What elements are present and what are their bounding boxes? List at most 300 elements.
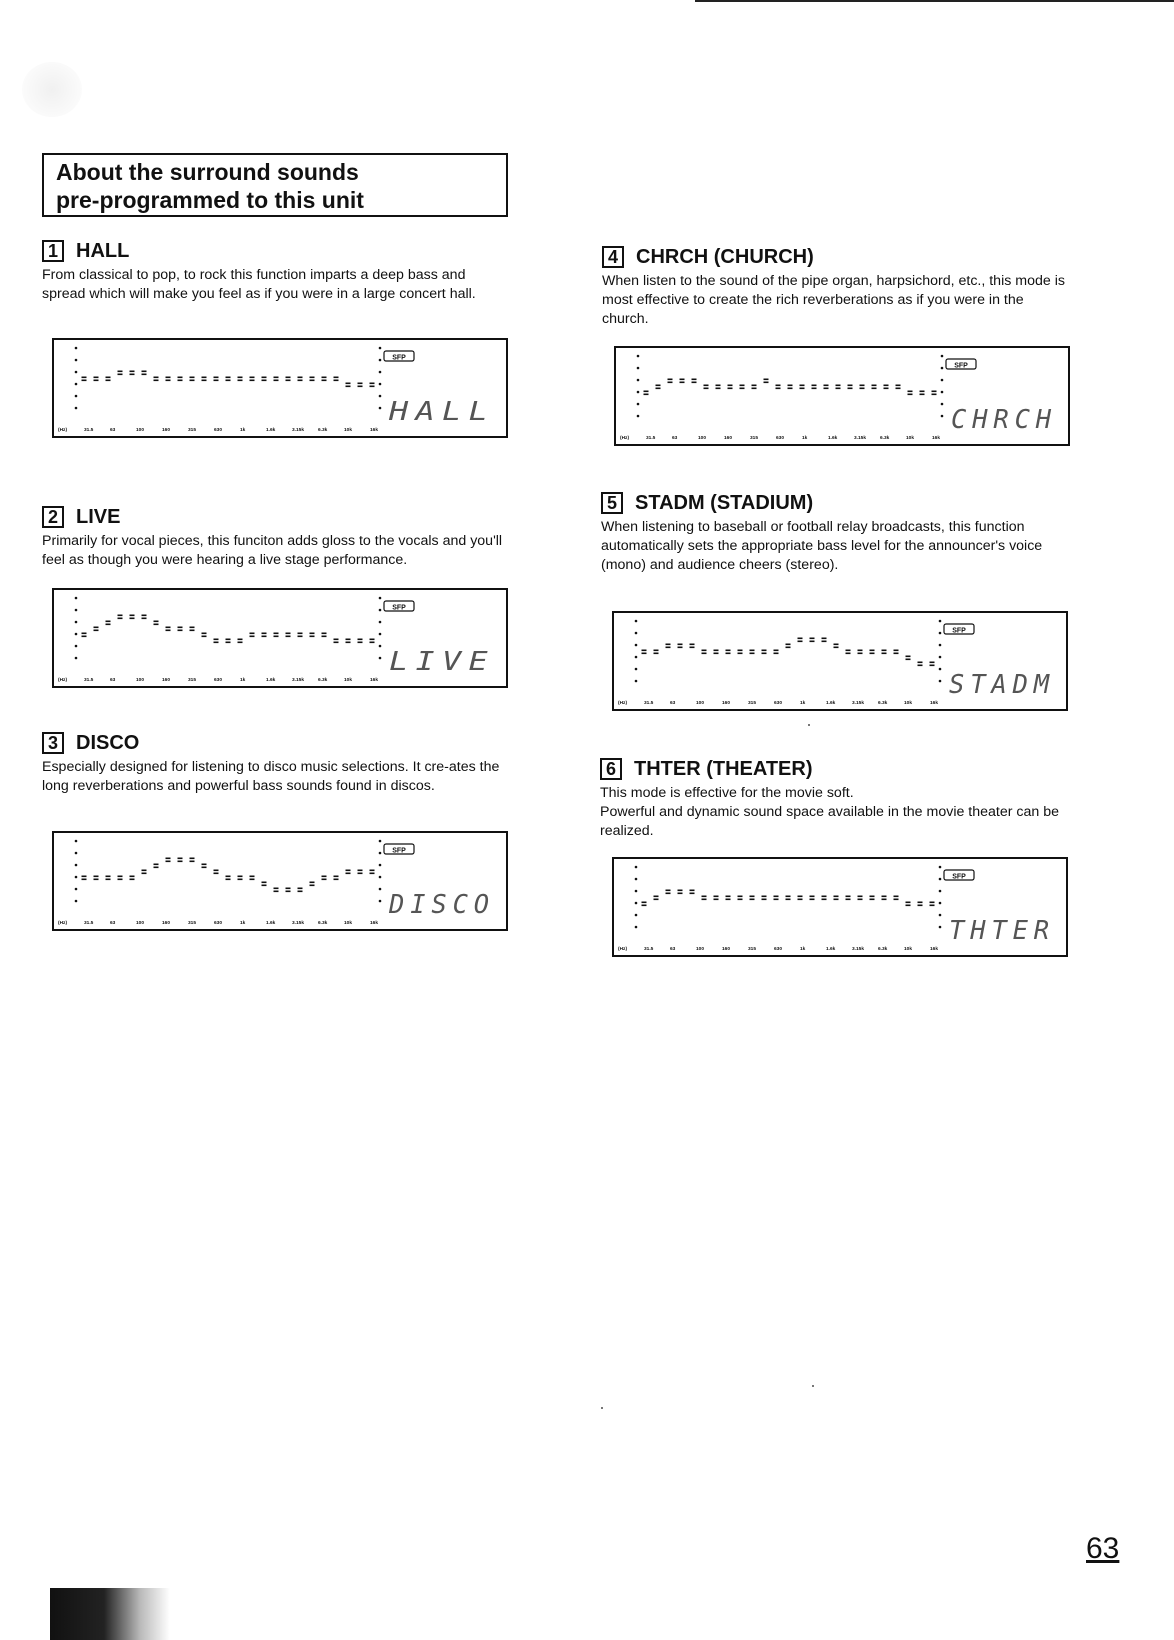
freq-label: 10k [344, 921, 353, 926]
eq-segment [714, 650, 719, 652]
eq-segment [786, 899, 791, 901]
sfp-badge-label: SFP [392, 354, 406, 362]
eq-segment [310, 377, 315, 379]
eq-segment [726, 653, 731, 655]
eq-segment [370, 386, 375, 388]
eq-segment [834, 647, 839, 649]
eq-segment [202, 864, 207, 866]
freq-label: 1k [240, 428, 246, 433]
eq-segment [142, 374, 147, 376]
eq-segment [798, 896, 803, 898]
eq-segment [848, 385, 853, 387]
rail-dot [635, 668, 638, 671]
eq-segment [788, 385, 793, 387]
eq-segment [106, 621, 111, 623]
eq-segment [654, 896, 659, 898]
freq-label: 3.15k [854, 436, 867, 441]
eq-segment [812, 385, 817, 387]
sfp-badge-label: SFP [952, 873, 966, 881]
eq-segment [810, 641, 815, 643]
section-number: 1 [42, 240, 64, 262]
eq-segment [762, 653, 767, 655]
rail-dot [635, 620, 638, 623]
eq-segment [166, 377, 171, 379]
eq-segment [810, 638, 815, 640]
eq-segment [130, 879, 135, 881]
paragraph: Primarily for vocal pieces, this funciton adds gloss to the vocals and you'll feel as though you were hearing a live stage performance. [42, 533, 503, 568]
eq-segment [690, 647, 695, 649]
eq-segment [774, 650, 779, 652]
eq-segment [238, 876, 243, 878]
rail-dot [941, 355, 944, 358]
freq-label: 1.6k [266, 678, 276, 683]
eq-segment [358, 870, 363, 872]
eq-segment [798, 638, 803, 640]
eq-segment [310, 380, 315, 382]
rail-dot [379, 359, 382, 362]
freq-label: 6.3k [880, 436, 890, 441]
rail-dot [75, 864, 78, 867]
eq-segment [752, 388, 757, 390]
rail-dot [75, 359, 78, 362]
section-number: 6 [600, 758, 622, 780]
freq-label: 160 [162, 921, 171, 926]
eq-segment [214, 380, 219, 382]
eq-segment [704, 385, 709, 387]
rail-dot [941, 391, 944, 394]
eq-segment [274, 888, 279, 890]
eq-segment [738, 899, 743, 901]
eq-segment [894, 653, 899, 655]
eq-segment [750, 896, 755, 898]
rail-dot [75, 876, 78, 879]
eq-segment [836, 385, 841, 387]
eq-segment [702, 899, 707, 901]
eq-segment [358, 386, 363, 388]
eq-segment [836, 388, 841, 390]
eq-segment [82, 636, 87, 638]
freq-label: 16k [930, 701, 939, 706]
eq-segment [262, 885, 267, 887]
freq-label: (Hz) [620, 436, 630, 441]
eq-segment [178, 377, 183, 379]
freq-label: 3.15k [852, 701, 865, 706]
eq-segment [896, 385, 901, 387]
rail-dot [75, 657, 78, 660]
eq-segment [870, 650, 875, 652]
freq-label: 10k [344, 428, 353, 433]
section-number: 5 [601, 492, 623, 514]
eq-segment [822, 638, 827, 640]
eq-segment [214, 639, 219, 641]
rail-dot [75, 645, 78, 648]
eq-segment [286, 380, 291, 382]
eq-segment [930, 662, 935, 664]
freq-label: 100 [136, 428, 145, 433]
eq-segment [932, 391, 937, 393]
eq-segment [656, 385, 661, 387]
freq-label: 3.15k [292, 921, 305, 926]
eq-segment [654, 653, 659, 655]
section-description [42, 758, 512, 796]
eq-segment [870, 899, 875, 901]
eq-segment [310, 885, 315, 887]
section-description [601, 518, 1071, 575]
eq-segment [762, 650, 767, 652]
eq-segment [800, 388, 805, 390]
section-title: DISCO [76, 731, 140, 754]
eq-segment [358, 873, 363, 875]
rail-dot [635, 890, 638, 893]
eq-segment [666, 890, 671, 892]
eq-segment [166, 861, 171, 863]
lcd-mode-text: THTER [949, 916, 1055, 946]
freq-label: 10k [344, 678, 353, 683]
rail-dot [637, 403, 640, 406]
eq-segment [894, 896, 899, 898]
rail-dot [379, 876, 382, 879]
rail-dot [379, 407, 382, 410]
eq-segment [642, 905, 647, 907]
eq-segment [94, 627, 99, 629]
eq-segment [190, 630, 195, 632]
rail-dot [635, 914, 638, 917]
eq-segment [334, 377, 339, 379]
freq-label: (Hz) [618, 701, 628, 706]
freq-label: 160 [162, 428, 171, 433]
eq-segment [786, 644, 791, 646]
eq-segment [130, 371, 135, 373]
rail-dot [637, 367, 640, 370]
eq-segment [190, 380, 195, 382]
freq-label: 1.6k [826, 701, 836, 706]
eq-segment [130, 374, 135, 376]
rail-dot [75, 395, 78, 398]
sfp-badge-label: SFP [954, 362, 968, 370]
eq-segment [882, 650, 887, 652]
freq-label: 6.3k [878, 947, 888, 952]
eq-segment [178, 630, 183, 632]
freq-label: 100 [696, 947, 705, 952]
rail-dot [379, 347, 382, 350]
rail-dot [635, 632, 638, 635]
eq-segment [822, 641, 827, 643]
rail-dot [939, 926, 942, 929]
freq-label: 63 [110, 921, 116, 926]
eq-segment [358, 642, 363, 644]
eq-segment [202, 633, 207, 635]
lcd-display-hall [52, 338, 508, 438]
eq-segment [298, 888, 303, 890]
eq-segment [728, 388, 733, 390]
eq-segment [262, 882, 267, 884]
eq-segment [274, 891, 279, 893]
eq-segment [202, 380, 207, 382]
rail-dot [75, 347, 78, 350]
freq-label: 1.6k [266, 428, 276, 433]
rail-dot [939, 644, 942, 647]
sfp-badge-label: SFP [392, 847, 406, 855]
rail-dot [379, 657, 382, 660]
eq-segment [298, 380, 303, 382]
eq-segment [154, 864, 159, 866]
rail-dot [635, 680, 638, 683]
eq-segment [678, 890, 683, 892]
freq-label: 63 [672, 436, 678, 441]
eq-segment [178, 627, 183, 629]
eq-segment [920, 391, 925, 393]
eq-segment [714, 899, 719, 901]
paragraph: When listen to the sound of the pipe organ, harpsichord, etc., this mode is most effective to create the rich reverberations as if you were in the church. [602, 273, 1065, 327]
rail-dot [635, 866, 638, 869]
rail-dot [75, 888, 78, 891]
eq-segment [178, 380, 183, 382]
eq-segment [310, 636, 315, 638]
rail-dot [939, 668, 942, 671]
rail-dot [635, 878, 638, 881]
eq-segment [752, 385, 757, 387]
eq-segment [822, 899, 827, 901]
rail-dot [635, 926, 638, 929]
eq-segment [932, 394, 937, 396]
eq-segment [666, 644, 671, 646]
eq-segment [702, 650, 707, 652]
lcd-mode-text: LIVE [389, 647, 495, 677]
eq-segment [846, 896, 851, 898]
lcd-display-theater [612, 857, 1068, 957]
section-church [602, 243, 1072, 329]
rail-dot [939, 620, 942, 623]
freq-label: 3.15k [852, 947, 865, 952]
rail-dot [379, 633, 382, 636]
scan-smudge [50, 1588, 170, 1640]
eq-segment [642, 653, 647, 655]
freq-label: 1k [802, 436, 808, 441]
freq-label: 63 [670, 701, 676, 706]
freq-label: 160 [722, 947, 731, 952]
freq-label: 16k [930, 947, 939, 952]
eq-segment [930, 902, 935, 904]
eq-segment [786, 896, 791, 898]
eq-segment [94, 377, 99, 379]
rail-dot [75, 633, 78, 636]
freq-label: 6.3k [878, 701, 888, 706]
freq-label: 31.5 [84, 921, 94, 926]
eq-segment [298, 891, 303, 893]
freq-label: 16k [370, 428, 379, 433]
scan-speck [601, 1407, 603, 1409]
eq-segment [882, 899, 887, 901]
section-live [42, 503, 512, 570]
eq-segment [154, 377, 159, 379]
eq-segment [238, 639, 243, 641]
eq-segment [774, 899, 779, 901]
freq-label: 1k [240, 921, 246, 926]
eq-segment [358, 639, 363, 641]
eq-display-svg [54, 590, 506, 686]
eq-segment [142, 615, 147, 617]
eq-segment [668, 379, 673, 381]
eq-segment [166, 858, 171, 860]
eq-segment [846, 899, 851, 901]
eq-segment [250, 377, 255, 379]
eq-segment [322, 876, 327, 878]
eq-segment [118, 374, 123, 376]
rail-dot [941, 415, 944, 418]
page-title-line-1: About the surround sounds [56, 159, 359, 185]
eq-display-svg [54, 833, 506, 929]
section-title: STADM (STADIUM) [635, 491, 814, 514]
eq-segment [762, 899, 767, 901]
freq-label: (Hz) [58, 428, 68, 433]
rail-dot [379, 383, 382, 386]
sfp-badge-label: SFP [952, 627, 966, 635]
eq-segment [908, 394, 913, 396]
eq-segment [274, 633, 279, 635]
paragraph: When listening to baseball or football relay broadcasts, this function automatically sets the appropriate bass level for the announcer's voice (mono) and audience cheers (stereo). [601, 519, 1043, 573]
freq-label: 630 [776, 436, 785, 441]
eq-segment [858, 899, 863, 901]
eq-segment [346, 642, 351, 644]
freq-label: 315 [748, 701, 757, 706]
rail-dot [637, 415, 640, 418]
freq-label: 1.6k [826, 947, 836, 952]
eq-segment [286, 633, 291, 635]
eq-segment [250, 380, 255, 382]
eq-segment [274, 377, 279, 379]
rail-dot [379, 395, 382, 398]
freq-label: 63 [670, 947, 676, 952]
eq-segment [872, 388, 877, 390]
eq-segment [202, 636, 207, 638]
eq-segment [166, 380, 171, 382]
freq-label: 1k [800, 947, 806, 952]
rail-dot [379, 645, 382, 648]
eq-segment [130, 615, 135, 617]
eq-segment [858, 896, 863, 898]
freq-label: 315 [750, 436, 759, 441]
eq-segment [154, 621, 159, 623]
freq-label: 31.5 [646, 436, 656, 441]
eq-segment [824, 388, 829, 390]
eq-segment [118, 618, 123, 620]
rail-dot [379, 609, 382, 612]
freq-label: 31.5 [644, 701, 654, 706]
eq-segment [238, 879, 243, 881]
freq-label: 10k [904, 947, 913, 952]
eq-segment [274, 380, 279, 382]
eq-segment [750, 653, 755, 655]
rail-dot [75, 597, 78, 600]
eq-segment [714, 896, 719, 898]
eq-segment [214, 642, 219, 644]
section-description [42, 266, 512, 304]
eq-segment [918, 902, 923, 904]
eq-segment [94, 630, 99, 632]
rail-dot [75, 407, 78, 410]
eq-segment [680, 379, 685, 381]
eq-segment [848, 388, 853, 390]
freq-label: 1.6k [266, 921, 276, 926]
eq-segment [726, 896, 731, 898]
rail-dot [941, 403, 944, 406]
eq-segment [82, 879, 87, 881]
eq-segment [178, 858, 183, 860]
lcd-display-stadium [612, 611, 1068, 711]
eq-segment [346, 870, 351, 872]
eq-segment [882, 896, 887, 898]
eq-segment [238, 380, 243, 382]
freq-label: 16k [370, 678, 379, 683]
top-rule [695, 0, 1174, 2]
eq-segment [750, 899, 755, 901]
eq-segment [334, 879, 339, 881]
eq-segment [762, 896, 767, 898]
freq-label: 6.3k [318, 678, 328, 683]
freq-label: 630 [214, 678, 223, 683]
rail-dot [75, 383, 78, 386]
eq-segment [94, 876, 99, 878]
rail-dot [939, 902, 942, 905]
eq-segment [334, 639, 339, 641]
eq-segment [884, 388, 889, 390]
eq-segment [262, 636, 267, 638]
eq-segment [334, 642, 339, 644]
section-number: 4 [602, 246, 624, 268]
eq-segment [858, 653, 863, 655]
eq-segment [716, 385, 721, 387]
rail-dot [379, 900, 382, 903]
eq-segment [702, 896, 707, 898]
eq-segment [166, 627, 171, 629]
rail-dot [939, 656, 942, 659]
lcd-mode-text: CHRCH [951, 405, 1057, 435]
eq-segment [250, 879, 255, 881]
freq-label: 160 [722, 701, 731, 706]
eq-segment [728, 385, 733, 387]
eq-segment [896, 388, 901, 390]
eq-segment [690, 893, 695, 895]
eq-segment [930, 905, 935, 907]
eq-segment [764, 382, 769, 384]
eq-segment [764, 379, 769, 381]
paragraph: From classical to pop, to rock this function imparts a deep bass and spread which will make you feel as if you were in a large concert hall. [42, 267, 476, 302]
eq-segment [106, 879, 111, 881]
freq-label: 315 [188, 678, 197, 683]
eq-segment [692, 379, 697, 381]
eq-segment [644, 391, 649, 393]
freq-label: 3.15k [292, 428, 305, 433]
eq-segment [370, 639, 375, 641]
freq-label: 100 [698, 436, 707, 441]
eq-segment [690, 644, 695, 646]
eq-segment [286, 636, 291, 638]
rail-dot [379, 852, 382, 855]
eq-segment [226, 639, 231, 641]
eq-segment [118, 879, 123, 881]
eq-segment [214, 873, 219, 875]
eq-segment [656, 388, 661, 390]
eq-segment [322, 879, 327, 881]
eq-segment [740, 388, 745, 390]
rail-dot [379, 621, 382, 624]
section-disco [42, 729, 512, 796]
rail-dot [379, 888, 382, 891]
page-title-box [42, 153, 508, 217]
freq-label: 315 [188, 428, 197, 433]
eq-display-svg [614, 613, 1066, 709]
eq-display-svg [54, 340, 506, 436]
